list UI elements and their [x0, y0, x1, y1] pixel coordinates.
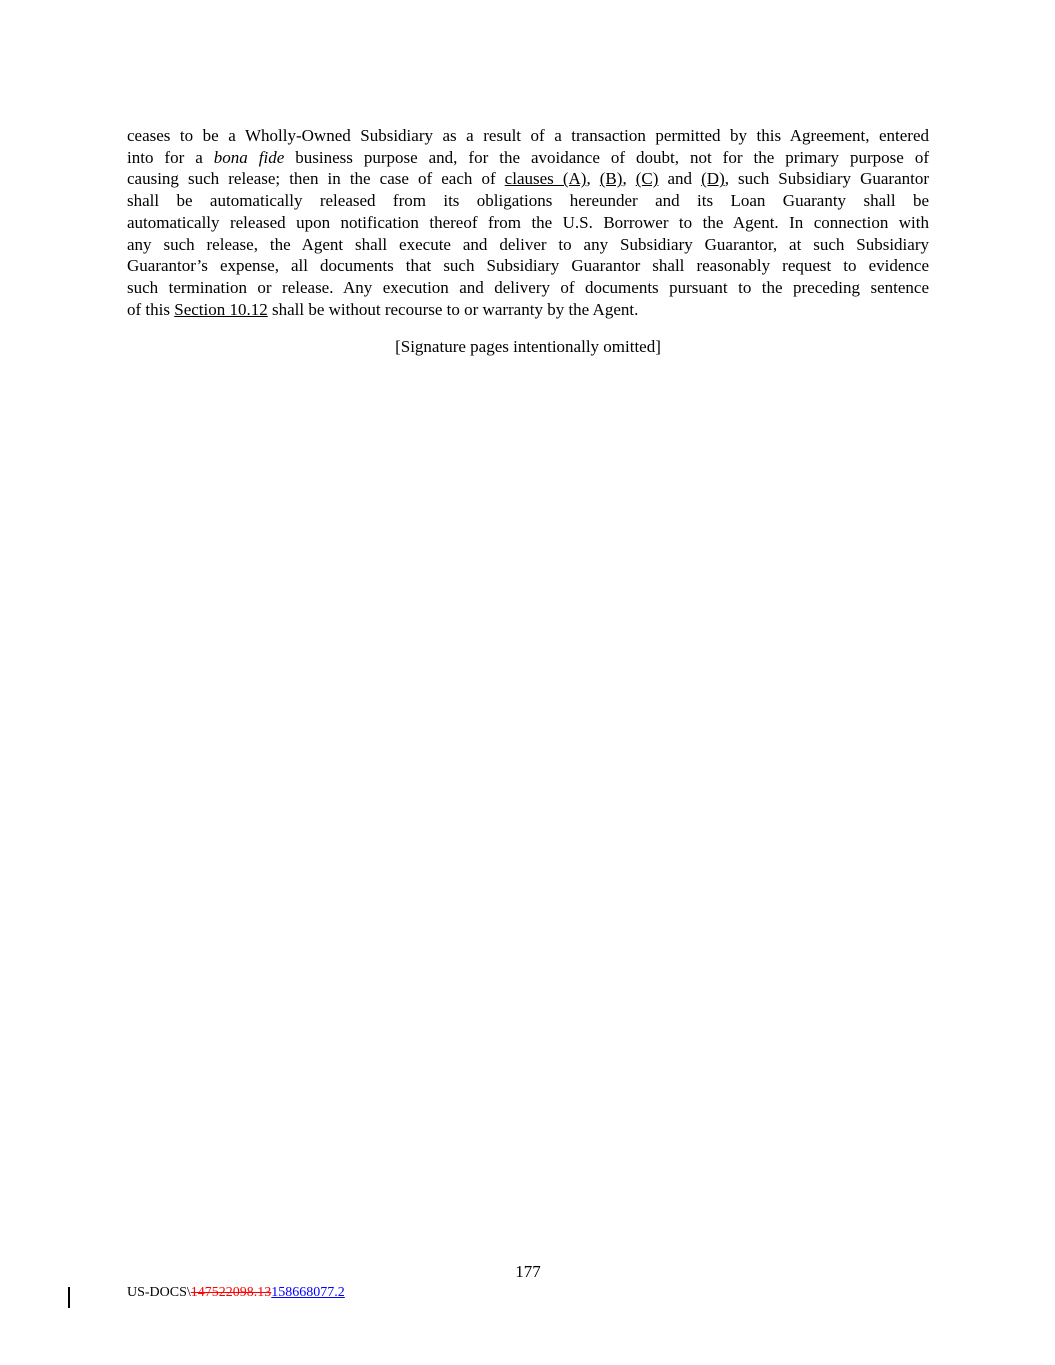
text-run: automatically released upon notification thereof from the U.S. Borrower to the Agent. In connection with: [127, 212, 929, 232]
text-run: and: [658, 169, 702, 189]
paragraph-line: [127, 234, 929, 256]
paragraph-line: [127, 147, 929, 169]
paragraph-line: [127, 277, 929, 299]
text-run: of this: [127, 299, 175, 319]
text-run: business purpose and, for the avoidance of doubt, not for the primary purpose of: [284, 147, 929, 167]
underlined-reference: Section 10.12: [174, 299, 268, 319]
page-number: 177: [515, 1262, 541, 1281]
text-run: shall be automatically released from its obligations hereunder and its Loan Guaranty shall be: [127, 191, 929, 211]
change-bar: [68, 1287, 70, 1308]
underlined-reference: (D): [701, 169, 725, 189]
text-run: Guarantor’s expense, all documents that such Subsidiary Guarantor shall reasonably request to evidence: [127, 256, 929, 276]
body-paragraph: [127, 125, 929, 320]
paragraph-line: [127, 255, 929, 277]
paragraph-line: [127, 125, 929, 147]
paragraph-line: [127, 168, 929, 190]
text-run: shall be without recourse to or warranty by the Agent.: [267, 299, 639, 319]
text-run: ,: [622, 169, 636, 189]
italic-phrase: bona fide: [213, 147, 285, 167]
text-run: any such release, the Agent shall execute and deliver to any Subsidiary Guarantor, at such Subsidiary: [127, 234, 929, 254]
doc-id-deleted: 147522098.13: [190, 1285, 272, 1300]
paragraph-line: [127, 212, 929, 234]
text-run: , such Subsidiary Guarantor: [724, 169, 929, 189]
footer-doc-id: [127, 1284, 345, 1302]
text-run: such termination or release. Any execution and delivery of documents pursuant to the preceding sentence: [127, 277, 929, 297]
underlined-reference: (B): [599, 169, 623, 189]
underlined-reference: clauses (A): [504, 169, 587, 189]
doc-id-inserted: 158668077.2: [271, 1285, 345, 1300]
signature-note: [Signature pages intentionally omitted]: [395, 337, 661, 356]
doc-id-prefix: US-DOCS\: [127, 1285, 191, 1300]
paragraph-line: [127, 299, 929, 321]
text-run: causing such release; then in the case of each of: [127, 169, 505, 189]
paragraph-line: [127, 190, 929, 212]
text-run: ,: [586, 169, 600, 189]
text-run: into for a: [127, 147, 214, 167]
underlined-reference: (C): [635, 169, 659, 189]
text-run: ceases to be a Wholly-Owned Subsidiary as a result of a transaction permitted by this Agreement, entered: [127, 126, 929, 145]
